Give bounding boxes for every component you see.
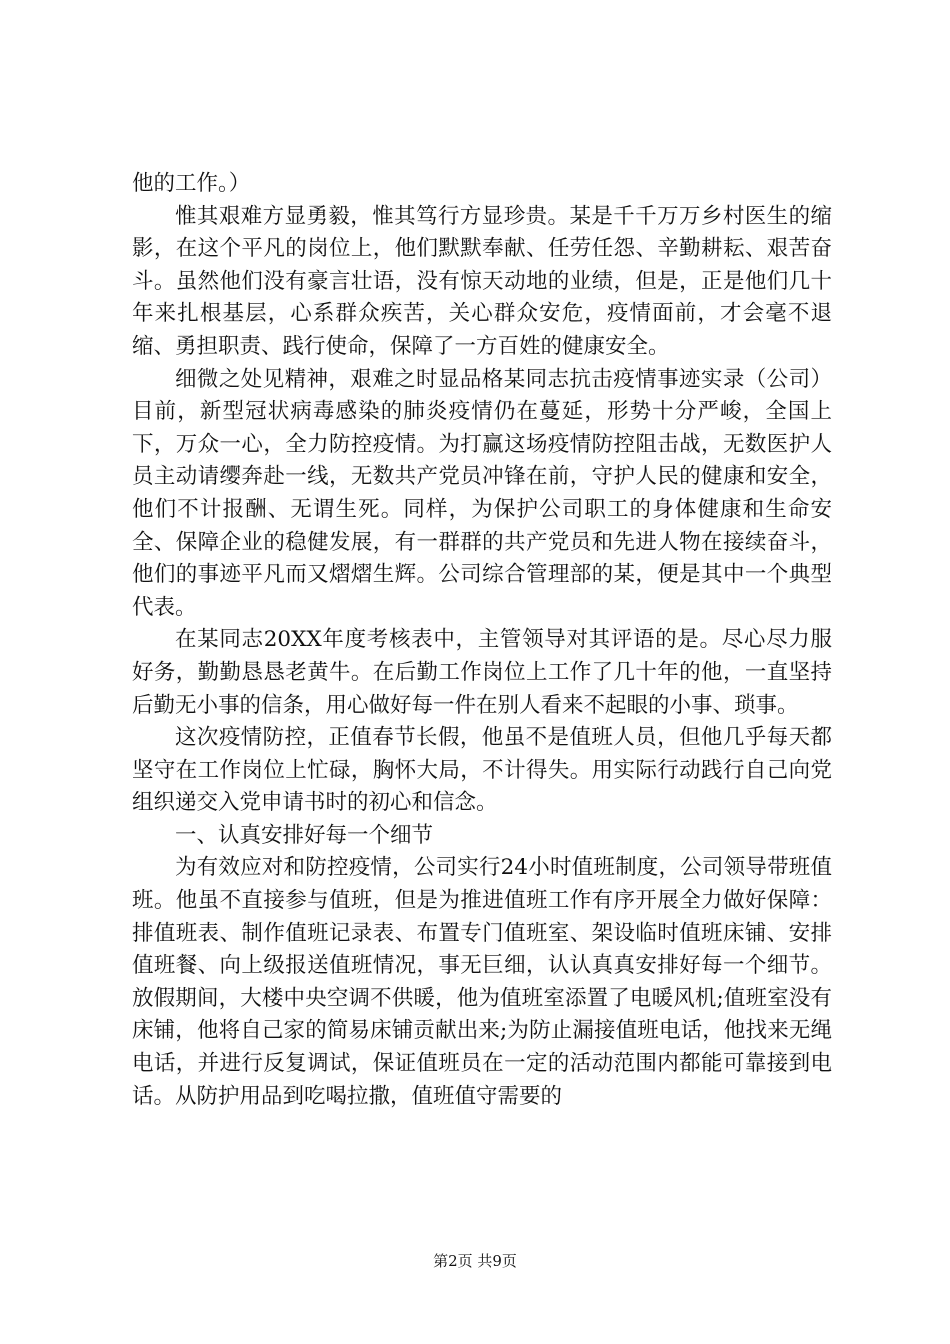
paragraph: 细微之处见精神，艰难之时显品格某同志抗击疫情事迹实录（公司）目前，新型冠状病毒感染的肺炎疫情仍在蔓延，形势十分严峻，全国上下，万众一心，全力防控疫情。为打赢这场疫情防控阻击战，无数医护人员主动请缨奔赴一线，无数共产党员冲锋在前，守护人民的健康和安全，他们不计报酬、无谓生死。同样，为保护公司职工的身体健康和生命安全、保障企业的稳健发展，有一群群的共产党员和先进人物在接续奋斗，他们的事迹平凡而又熠熠生辉。公司综合管理部的某，便是其中一个典型代表。 [132,366,832,620]
paragraph: 这次疫情防控，正值春节长假，他虽不是值班人员，但他几乎每天都坚守在工作岗位上忙碌，胸怀大局，不计得失。用实际行动践行自己向党组织递交入党申请书时的初心和信念。 [132,725,832,816]
paragraph-continuation: 他的工作。） [132,171,251,196]
page-number-footer: 第2页 共9页 [433,1252,517,1270]
paragraph: 在某同志20XX年度考核表中，主管领导对其评语的是。尽心尽力服好务，勤勤恳恳老黄牛。在后勤工作岗位上工作了几十年的他，一直坚持后勤无小事的信条，用心做好每一件在别人看来不起眼的小事、琐事。 [132,627,832,718]
document-body [132,168,832,1113]
section-heading: 一、认真安排好每一个细节 [175,822,434,848]
paragraph: 为有效应对和防控疫情，公司实行24小时值班制度，公司领导带班值班。他虽不直接参与值班，但是为推进值班工作有序开展全力做好保障：排值班表、制作值班记录表、布置专门值班室、架设临时值班床铺、安排值班餐、向上级报送值班情况，事无巨细，认认真真安排好每一个细节。放假期间，大楼中央空调不供暖，他为值班室添置了电暖风机;值班室没有床铺，他将自己家的简易床铺贡献出来;为防止漏接值班电话，他找来无绳电话，并进行反复调试，保证值班员在一定的活动范围内都能可靠接到电话。从防护用品到吃喝拉撒，值班值守需要的 [132,855,832,1109]
paragraph: 惟其艰难方显勇毅，惟其笃行方显珍贵。某是千千万万乡村医生的缩影，在这个平凡的岗位上，他们默默奉献、任劳任怨、辛勤耕耘、艰苦奋斗。虽然他们没有豪言壮语，没有惊天动地的业绩，但是，正是他们几十年来扎根基层，心系群众疾苦，关心群众安危，疫情面前，才会毫不退缩、勇担职责、践行使命，保障了一方百姓的健康安全。 [132,203,832,359]
